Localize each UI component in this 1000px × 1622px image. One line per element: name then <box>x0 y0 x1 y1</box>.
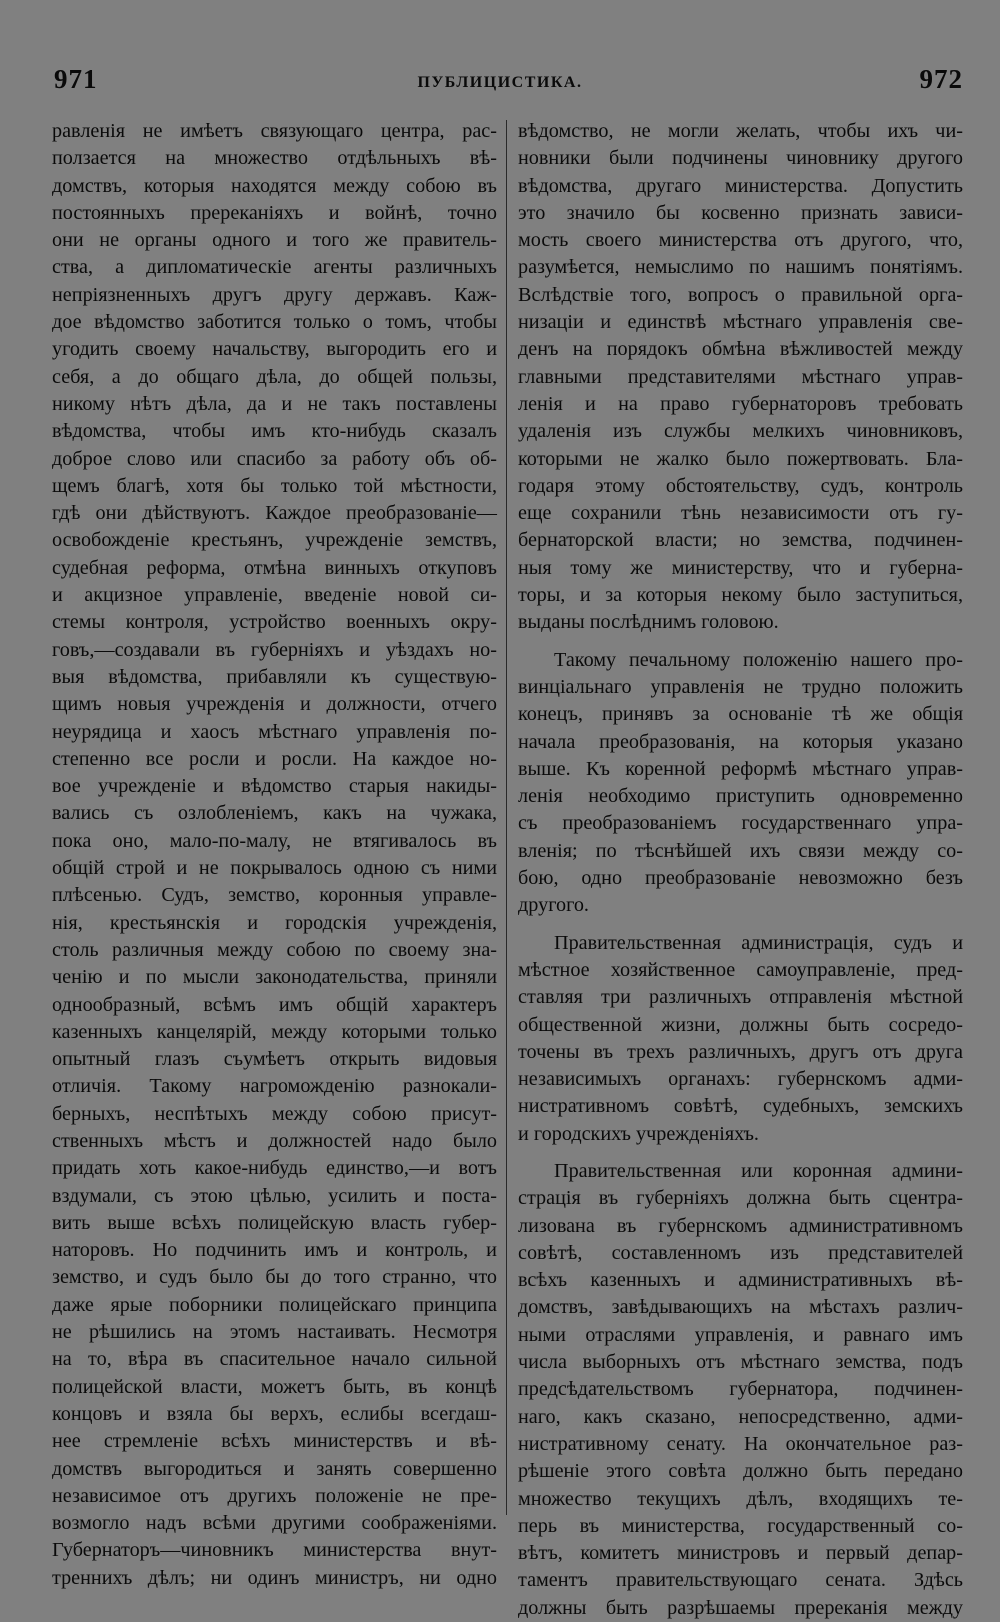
text-line: нее стремленіе всѣхъ министерствъ и вѣ- <box>52 1430 497 1453</box>
text-line: концовъ и взяла бы верхъ, еслибы всегдаш- <box>52 1402 497 1425</box>
text-line: Губернаторъ—чиновникъ министерства внут- <box>52 1539 497 1562</box>
text-line: столь различныя между собою по своему зна- <box>52 938 497 961</box>
paragraph-gap <box>518 637 963 647</box>
page-number-right: 972 <box>919 64 963 94</box>
text-line: вздумали, съ этою цѣлью, усилить и поста- <box>52 1184 497 1207</box>
text-line: треннихъ дѣлъ; ни одинъ министръ, ни одно <box>52 1566 497 1589</box>
text-line: таментъ правительствующаго сената. Здѣсь <box>518 1569 963 1592</box>
text-line: Такому печальному положенію нашего про- <box>554 648 963 671</box>
text-line: всѣхъ казенныхъ и административныхъ вѣ- <box>518 1269 963 1292</box>
text-line: домствъ выгородиться и занять совершенно <box>52 1457 497 1480</box>
text-line: земство, и судъ было бы до того странно, что <box>52 1266 497 1289</box>
text-line: наго, какъ сказано, непосредственно, адми- <box>518 1405 963 1428</box>
text-line: Правительственная администрація, судъ и <box>554 931 963 954</box>
text-line: низаціи и единствѣ мѣстнаго управленія све- <box>518 311 963 334</box>
text-line: возмогло надъ всѣми другими соображеніями. <box>52 1512 497 1535</box>
text-line: ства, а дипломатическіе агенты различныхъ <box>52 256 497 279</box>
running-title: ПУБЛИЦИСТИКА. <box>417 74 583 91</box>
text-line: ленія и на право губернаторовъ требовать <box>518 392 963 415</box>
text-line: щимъ новыя учрежденія и должности, отчего <box>52 693 497 716</box>
text-line: не рѣшились на этомъ настаивать. Несмотря <box>52 1321 497 1344</box>
text-line: вить выше всѣхъ полицейскую власть губер- <box>52 1211 497 1234</box>
text-line: удаленія изъ службы мелкихъ чиновниковъ, <box>518 420 963 443</box>
text-line: это значило бы косвенно признать зависи- <box>518 201 963 224</box>
paragraph <box>518 647 963 920</box>
text-line: винціальнаго управленія не трудно положить <box>518 675 963 698</box>
text-line: и городскихъ учрежденіяхъ. <box>518 1122 759 1145</box>
text-line: точены въ трехъ различныхъ, другъ отъ друга <box>518 1040 963 1063</box>
text-line: должны быть разрѣшаемы пререканія между <box>518 1596 963 1619</box>
text-line: новники были подчинены чиновнику другого <box>518 147 963 170</box>
text-line: нистративному сенату. На окончательное раз- <box>518 1432 963 1455</box>
text-line: вѣдомства, чтобы имъ кто-нибудь сказалъ <box>52 420 497 443</box>
text-line: конецъ, принявъ за основаніе тѣ же общія <box>518 703 963 726</box>
text-line: главными представителями мѣстнаго управ- <box>518 365 963 388</box>
text-line: непріязненныхъ другъ другу державъ. Каж- <box>52 283 497 306</box>
text-line: мѣстное хозяйственное самоуправленіе, пред- <box>518 958 963 981</box>
paragraph <box>518 118 963 637</box>
text-line: множество текущихъ дѣлъ, входящихъ те- <box>518 1487 963 1510</box>
text-line: себя, а до общаго дѣла, до общей пользы, <box>52 365 497 388</box>
text-line: лизована въ губернскомъ административномъ <box>518 1214 963 1237</box>
text-line: бернаторской власти; но земства, подчинен- <box>518 529 963 552</box>
text-line: нистративномъ совѣтѣ, судебныхъ, земскихъ <box>518 1095 963 1118</box>
text-line: гдѣ они дѣйствуютъ. Каждое преобразованіе— <box>52 502 497 525</box>
text-line: которыми не жалко было пожертвовать. Бла- <box>518 447 963 470</box>
text-line: общій строй и не покрывалось одною съ ними <box>52 857 497 880</box>
right-column <box>518 118 963 1622</box>
text-line: доброе слово или спасибо за работу объ об- <box>52 447 497 470</box>
text-line: придать хоть какое-нибудь единство,—и вотъ <box>52 1157 497 1180</box>
paragraph-gap <box>518 920 963 930</box>
text-line: съ преобразованіемъ государственнаго упра- <box>518 812 963 835</box>
text-line: ползается на множество отдѣльныхъ вѣ- <box>52 147 497 170</box>
text-line: вленія; по тѣснѣйшей ихъ связи между со- <box>518 839 963 862</box>
text-line: стемы контроля, устройство военныхъ окру- <box>52 611 497 634</box>
text-line: дое вѣдомство заботится только о томъ, чтобы <box>52 311 497 334</box>
text-line: общественной жизни, должны быть сосредо- <box>518 1013 963 1036</box>
text-line: Правительственная или коронная админи- <box>554 1159 963 1182</box>
text-line: начала преобразованія, на которыя указано <box>518 730 963 753</box>
text-line: казенныхъ канцелярій, между которыми только <box>52 1020 497 1043</box>
text-line: наторовъ. Но подчинить имъ и контроль, и <box>52 1239 497 1262</box>
paragraph <box>518 1158 963 1622</box>
text-line: вѣтъ, комитетъ министровъ и первый депар- <box>518 1542 963 1565</box>
text-line: рѣшеніе этого совѣта должно быть передано <box>518 1460 963 1483</box>
text-line: страція въ губерніяхъ должна быть сцентра- <box>518 1187 963 1210</box>
text-line: Вслѣдствіе того, вопросъ о правильной орга- <box>518 283 963 306</box>
text-line: независимыхъ органахъ: губернскомъ адми- <box>518 1068 963 1091</box>
text-line: никому нѣтъ дѣла, да и не такъ поставлены <box>52 392 497 415</box>
page-number-left: 971 <box>54 64 98 94</box>
text-line: пока оно, мало-по-малу, не втягивалось въ <box>52 829 497 852</box>
text-line: предсѣдательствомъ губернатора, подчинен- <box>518 1378 963 1401</box>
text-line: неурядица и хаосъ мѣстнаго управленія по- <box>52 720 497 743</box>
text-line: независимое отъ другихъ положеніе не пре- <box>52 1484 497 1507</box>
text-line: щемъ благѣ, хотя бы только той мѣстности, <box>52 474 497 497</box>
text-line: равленія не имѣетъ связующаго центра, рас- <box>52 120 497 142</box>
text-line: говъ,—создавали въ губерніяхъ и уѣздахъ но- <box>52 638 497 661</box>
paragraph <box>518 930 963 1148</box>
text-line: разумѣется, немыслимо по нашимъ понятіямъ. <box>518 256 963 279</box>
text-line: ченію и по мысли законодательства, приняли <box>52 966 497 989</box>
text-line: еще сохранили тѣнь независимости отъ гу- <box>518 502 963 525</box>
text-line: постоянныхъ пререканіяхъ и войнѣ, точно <box>52 201 497 224</box>
text-line: выше. Къ коренной реформѣ мѣстнаго управ- <box>518 757 963 780</box>
text-line: торы, и за которыя некому было заступиться, <box>518 584 963 607</box>
text-line: ставляя три различныхъ отправленія мѣстной <box>518 986 963 1009</box>
text-line: и акцизное управленіе, введеніе новой си- <box>52 584 497 607</box>
text-line: числа выборныхъ отъ мѣстнаго земства, подъ <box>518 1351 963 1374</box>
page-header <box>0 64 1000 104</box>
text-line: опытный глазъ съумѣетъ открыть видовыя <box>52 1048 497 1071</box>
text-line: выя вѣдомства, прибавляли къ существую- <box>52 665 497 688</box>
text-line: полицейской власти, можетъ быть, въ концѣ <box>52 1375 497 1398</box>
text-line: ленія необходимо приступить одновременно <box>518 785 963 808</box>
text-line: перь въ министерства, государственный со- <box>518 1514 963 1537</box>
paragraph-gap <box>518 1148 963 1158</box>
text-line: вѣдомства, другаго министерства. Допустить <box>518 174 963 197</box>
text-line: освобожденіе крестьянъ, учрежденіе земствъ, <box>52 529 497 552</box>
text-line: мость своего министерства отъ другого, что, <box>518 229 963 252</box>
text-line: отличія. Такому нагроможденію разнокали- <box>52 1075 497 1098</box>
text-line: вались съ озлобленіемъ, какъ на чужака, <box>52 802 497 825</box>
text-line: они не органы одного и того же правитель- <box>52 229 497 252</box>
text-line: бою, одно преобразованіе невозможно безъ <box>518 867 963 890</box>
text-line: плѣсенью. Судъ, земство, коронныя управле- <box>52 884 497 907</box>
text-line: вое учрежденіе и вѣдомство старыя накиды- <box>52 775 497 798</box>
text-line: другого. <box>518 894 589 917</box>
text-line: однообразный, всѣмъ имъ общій характеръ <box>52 993 497 1016</box>
text-line: степенно все росли и росли. На каждое но- <box>52 747 497 770</box>
text-line: берныхъ, неспѣтыхъ между собою присут- <box>52 1102 497 1125</box>
text-line: денъ на порядокъ обмѣна вѣжливостей между <box>518 338 963 361</box>
left-column <box>52 118 497 1592</box>
text-line: ныя тому же министерству, что и губерна- <box>518 556 963 579</box>
text-line: нія, крестьянскія и городскія учрежденія, <box>52 911 497 934</box>
text-line: годаря этому обстоятельству, судъ, контроль <box>518 474 963 497</box>
text-line: судебная реформа, отмѣна винныхъ откуповъ <box>52 556 497 579</box>
text-line: ственныхъ мѣстъ и должностей надо было <box>52 1129 497 1152</box>
text-line: домствъ, завѣдывающихъ на мѣстахъ различ- <box>518 1296 963 1319</box>
text-line: домствъ, которыя находятся между собою въ <box>52 174 497 197</box>
column-divider <box>506 120 507 1515</box>
text-line: вѣдомство, не могли желать, чтобы ихъ чи- <box>518 120 963 142</box>
text-line: совѣтѣ, составленномъ изъ представителей <box>518 1241 963 1264</box>
text-line: на то, вѣра въ спасительное начало сильной <box>52 1348 497 1371</box>
text-line: ными отраслями управленія, и равнаго имъ <box>518 1323 963 1346</box>
text-line: угодить своему начальству, выгородить его и <box>52 338 497 361</box>
text-line: выданы послѣднимъ головою. <box>518 611 779 634</box>
text-line: даже ярые поборники полицейскаго принципа <box>52 1293 497 1316</box>
